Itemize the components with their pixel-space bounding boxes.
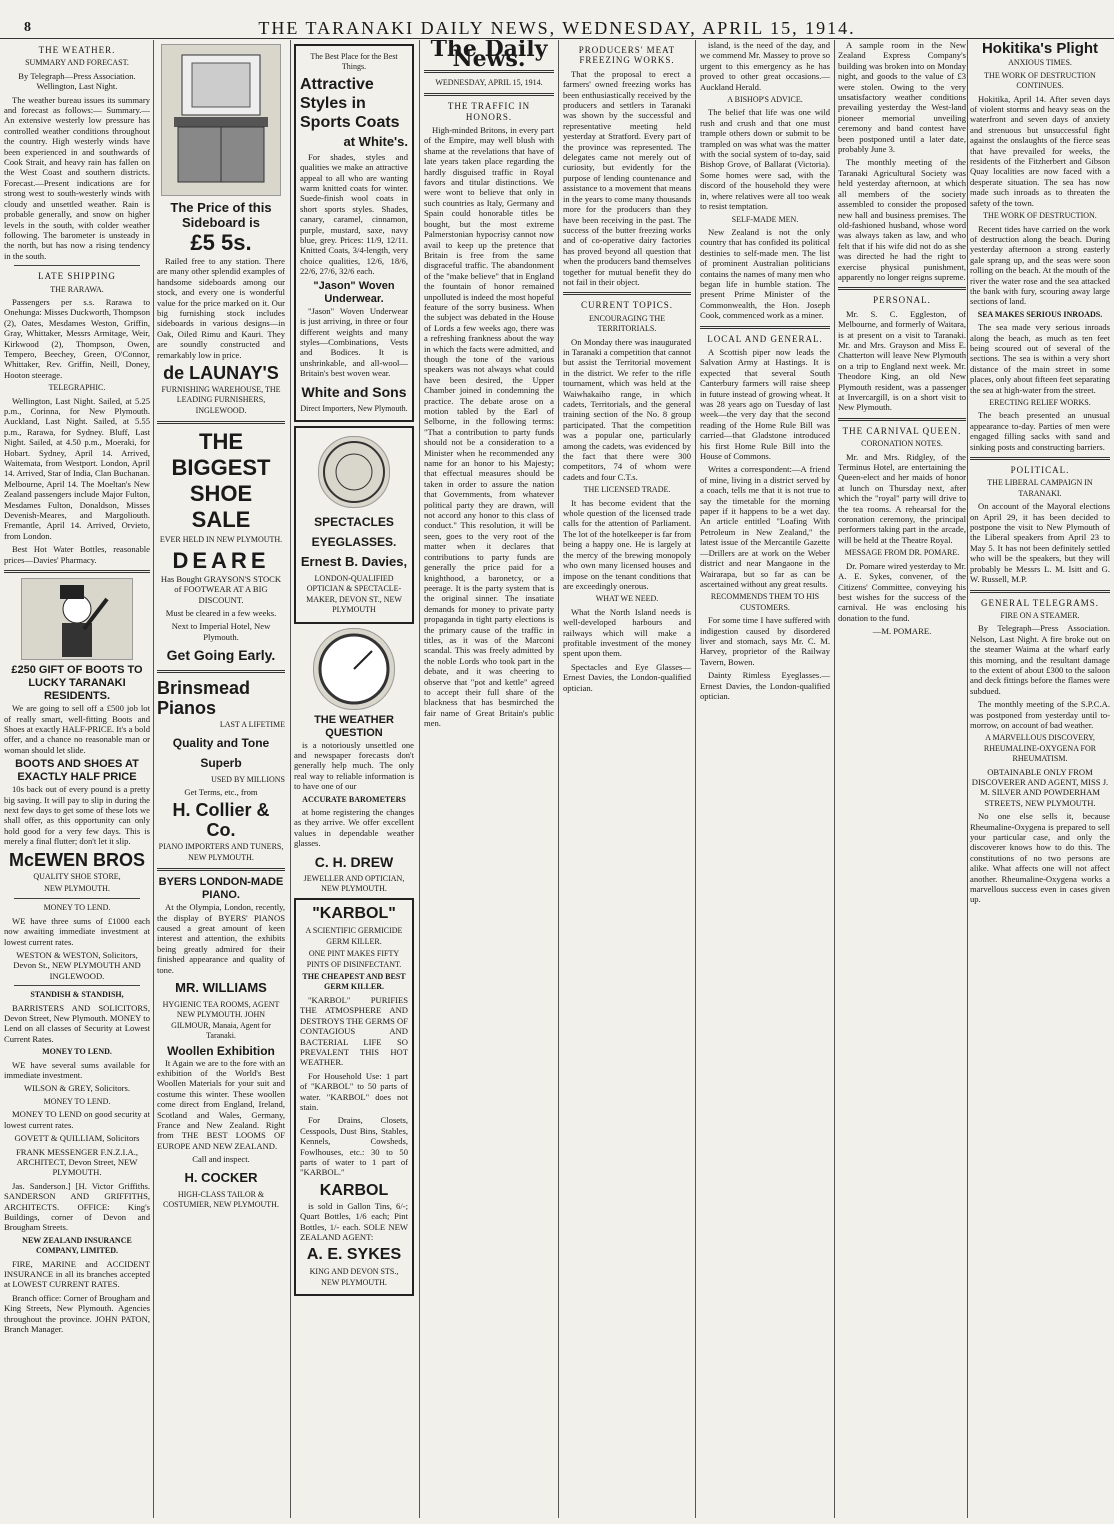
brinsmead-used: USED BY MILLIONS	[211, 774, 285, 784]
at-whites: at White's.	[343, 133, 408, 149]
divider	[14, 898, 140, 899]
weather-heading: THE WEATHER.	[38, 45, 116, 55]
brinsmead-brand: Brinsmead Pianos	[157, 678, 251, 719]
what-we-need-heading: WHAT WE NEED.	[595, 594, 659, 604]
collier-sub: PIANO IMPORTERS AND TUNERS, NEW PLYMOUTH.	[158, 842, 284, 862]
political-heading: POLITICAL.	[1010, 465, 1070, 476]
delaunay-sub: FURNISHING WAREHOUSE, THE LEADING FURNISHERS, INGLEWOOD.	[161, 385, 281, 415]
local-article-2: Writes a correspondent:—A friend of mine, living in a district served by a coach, tells me that it is not true to say the timetable for the morning paper if it happens to be a wet day. An article entitled "Loafing With Petroleum in New Zealand," the latest issue of the Mercantile Gazette—Drillers are at work on the Weber district and near Mangaone in the Wairarapa, but so far as can be ascertained without any great results.	[700, 464, 830, 589]
express-article: A sample room in the New Zealand Express Company's building was broken into on Monday night, and goods to the value of £3 were stolen. Owing to the very unsatisfactory weather conditions prevailing yesterday the West-land pioneer memorial unveiling ceremony and band contest have been postponed until a later date, probably June 3.	[838, 40, 966, 155]
licensed-heading: THE LICENSED TRADE.	[583, 485, 671, 495]
sideboard-icon	[162, 45, 280, 195]
whites-brand: White and Sons	[301, 383, 407, 400]
masthead	[0, 0, 1114, 39]
discovery-article: No one else sells it, because Rheumaline-Oxygena is prepared to sell your particular case, and only the discoverer knows how to do this. The constitutions of no two persons are alike. What affects one will not affect another. Rheumaline-Oxygena works a marvellous success even in cases given up.	[970, 811, 1110, 905]
inroads-article: The sea made very serious inroads along the beach, as much as ten feet being scoured out of several of the sections. The sea is within a very short distance of the main street in some places, only about fifteen feet separating the sea at high-water from the street.	[970, 322, 1110, 395]
barometers-heading: ACCURATE BAROMETERS	[302, 794, 406, 804]
column-rule	[967, 40, 968, 1518]
fire-heading: FIRE ON A STEAMER.	[1000, 610, 1080, 620]
gift-article: We are going to sell off a £500 job lot of really smart, well-fitting Boots and Shoes at exactly HALF-PRICE. It's a bold offer, and a chance no reasonable man or woman should let slide.	[4, 703, 150, 755]
licensed-article: It has become evident that the whole question of the licensed trade calls for the attention of Parliament. The lot of the hotelkeeper is far from being a happy one. He is largely at the mercy of the brewing monopoly who own many licensed houses and impose on the tenant conditions that are exceedingly onerous.	[563, 497, 691, 591]
mcewen-brand: McEWEN BROS	[8, 849, 145, 870]
money-heading: MONEY TO LEND.	[43, 903, 111, 913]
divider	[14, 985, 140, 986]
plight-subheading-2: THE WORK OF DESTRUCTION CONTINUES.	[984, 70, 1096, 91]
seal-illustration	[318, 436, 390, 508]
political-article: On account of the Mayoral elections on April 29, it has been decided to postpone the visit to New Plymouth of the Liberal speakers from April 23 to May 5. It has not been definitely settled who will be the speakers, but they will probably be Messrs L. M. Isitt and G. W. Russell, M.P.	[970, 501, 1110, 585]
cocker-brand: H. COCKER	[184, 1169, 258, 1185]
man-with-hat-icon	[22, 579, 132, 659]
shipping-heading: LATE SHIPPING	[38, 271, 116, 282]
money2-heading: MONEY TO LEND.	[42, 1047, 112, 1057]
column-3	[294, 40, 414, 1518]
optician-seal-icon	[319, 437, 389, 507]
selfmade-heading: SELF-MADE MEN.	[731, 214, 799, 224]
barometer-illustration	[313, 628, 395, 710]
carnival-article: Mr. and Mrs. Ridgley, of the Terminus Hotel, are entertaining the Queen-elect and her maids of honor at lunch on Thursday next, after which the "royal" party will drive to the tea rooms. A rehearsal for the coronation ceremony, the principal performers taking part in the arcade, will be held at the Theatre Royal.	[838, 451, 966, 545]
divider	[157, 868, 285, 871]
column-rule	[695, 40, 696, 1518]
delaunay-brand: de LAUNAY'S	[163, 363, 279, 384]
column-rule	[290, 40, 291, 1518]
spca-article: The monthly meeting of the S.P.C.A. was postponed from yesterday until to-morrow, on account of bad weather.	[970, 699, 1110, 730]
shoe-sale-shoe: SHOE	[189, 481, 253, 507]
meat-article: That the proposal to erect a farmers' owned freezing works has been enthusiastically received by the producers and settlers in Taranaki was shown by the successful and representative meeting held yesterday at Stratford. Every part of the province was represented. The delegates came not merely out of curiosity, but evidently for the purpose of lending countenance and assistance to a movement that means in the years to come many thousands more for the producers than they have been receiving in the past. The success of the butter freezing works and of co-operative dairy factories has proved beyond all question that when the producers band themselves together for mutual benefit they do not fail in their object.	[563, 68, 691, 287]
destruction-heading: THE WORK OF DESTRUCTION.	[983, 211, 1097, 221]
eyeglasses-heading: EYEGLASSES.	[311, 534, 397, 549]
column-rule	[834, 40, 835, 1518]
williams-brand: MR. WILLIAMS	[175, 980, 267, 995]
brinsmead-quality: Quality and Tone Superb	[172, 735, 270, 770]
gift-heading: £250 GIFT OF BOOTS TO LUCKY TARANAKI RESIDENTS.	[11, 664, 143, 703]
daily-news-masthead: The Daily News.	[430, 40, 548, 73]
weather-question-article: is a notoriously unsettled one and newspaper forecasts don't generally help much. The only real way to reliable information is to have one of our	[294, 739, 414, 792]
column-5	[563, 40, 691, 1518]
byers-article: At the Olympia, London, recently, the display of BYERS' PIANOS caused a great amount of keen interest and attention, the exhibits being greatly admired for their finished appearance and quality of tone.	[157, 902, 285, 975]
column-8	[970, 40, 1110, 1518]
deare-clear: Must be cleared in a few weeks.	[165, 607, 277, 618]
attractive-heading: Attractive Styles in Sports Coats	[300, 75, 400, 131]
price-heading: The Price of this Sideboard is	[170, 200, 272, 230]
selfmade-article: New Zealand is not the only country that has confided its political destinies to self-made men. The list of prominent Australian politicians contains the names of many men who began life in humble station. The present Prime Minister of the Commonwealth, the Hon. Joseph Cook, commenced work as a miner.	[700, 226, 830, 321]
drew-sub: JEWELLER AND OPTICIAN, NEW PLYMOUTH.	[303, 873, 405, 894]
shoe-sale-the: THE	[199, 429, 243, 455]
wilson-signoff: WILSON & GREY, Solicitors.	[23, 1083, 131, 1094]
discovery-agent: OBTAINABLE ONLY FROM DISCOVERER AND AGENT, MISS J. M. SILVER AND POWDERHAM STREETS, NEW PLYMOUTH.	[971, 766, 1109, 808]
hot-water-notice: Best Hot Water Bottles, reasonable prices—Davies' Pharmacy.	[4, 544, 150, 565]
local-heading: LOCAL AND GENERAL.	[707, 333, 823, 344]
traffic-heading: THE TRAFFIC IN HONORS.	[447, 101, 531, 122]
what-we-need-article: What the North Island needs is well-developed harbours and railways which will make a profitable investment of the money spent upon them.	[563, 606, 691, 659]
price-article: Railed free to any station. There are many other splendid examples of handsome sideboards among our stock, and every one is wonderful value for the price marked on it. Our big furnishing stock includes sideboards in various designs—in Oak, Oiled Rimu and Kauri. They are soundly constructed and remarkably low in price.	[157, 256, 285, 360]
weather-subheading: SUMMARY AND FORECAST.	[25, 58, 129, 68]
mcewen-sub: QUALITY SHOE STORE,	[33, 871, 121, 881]
traffic-article: High-minded Britons, in every part of the Empire, may well blush with shame at the revelations that have of late years taken place regarding the hardly disguised traffic in Royal favors and titular distinctions. We were wont to believe that only in such countries as Italy, Germany and Spain could honorable titles be bought, but the most extreme Palmerstonian hypocrisy cannot now avail to keep up the pretence that Britain is free from the same disgraceful traffic. The abandonment of the "make believe" that in England the fountain of honor remained unpolluted is indeed the most hopeful feature of the sorry business. When the subject was debated in the House of Lords a few weeks ago, there was a refreshing frankness about the way in which the facts were admitted, and though the tone of the various speakers was not always what could have been desired, the Upper Chamber joined in condemning the practice. The debate arose on a motion tabled by the Earl of Selborne, in the following terms: "That a contribution to party funds should not be a consideration to a Minister when he recommended any name for an honor to his Majesty; that effectual measures should be taken in order to assure the nation that Governments, from whatever political party they are drawn, will not accord any honor to this class of conduct." This resolution, it will be seen, goes to the very root of the matter when it declares that contributions to party funds are generally the price paid for a knighthood, a baronetcy, or a peerage. It is the party system that is the original sinner. The insatiate demands for money to private party propaganda in tight party elections is the primary cause of the traffic in titles, as it was of the Marconi scandal. This was freely admitted by the noble Lords who took part in the debate, and it was cheering to observe that "pot and kettle" agreed to accept their full share of the blackness that has besmirched the fair name of Great Britain's public men.	[424, 125, 554, 729]
plight-article: Hokitika, April 14. After seven days of violent storms and heavy seas on the waterfront and seven days of anxiety and strenuous but unsuccessful fight against the onslaughts of the fierce seas that have prevailed for weeks, the residents of the Fitzherbert and Gibson Quay localities are now faced with a desperate situation. The sea has now made such inroads as to threaten the safety of the town.	[970, 93, 1110, 208]
personal-article: Mr. S. C. Eggleston, of Melbourne, and formerly of Waitara, is at present on a visit to Taranaki. Mr. and Mrs. Grayson and Miss E. Chatterton will leave New Plymouth on a trip to England next week. Mr. Theodore King, an old New Plymouth resident, was a passenger at Invercargill, is on a short visit to New Plymouth.	[838, 308, 966, 413]
divider	[700, 326, 830, 329]
destruction-article: Recent tides have carried on the work of destruction along the beach. During yesterday afternoon a strong easterly gale sprang up, and the seas were soon rolling on the beach. At the mouth of the river the water rose and the sea attacked the bank with fury, scouring away large sections of land.	[970, 223, 1110, 307]
woollen-call: Call and inspect.	[192, 1154, 250, 1165]
woollen-article: It Again we are to the fore with an exhibition of the World's Best Woollen Materials for your suit and costume this winter. These woollen come direct from England, Ireland, Scotland and Wales, Germany, France and New Zealand. Right from THE BEST LOOMS OF EUROPE AND NEW ZEALAND.	[157, 1057, 285, 1151]
carnival-subheading: CORONATION NOTES.	[861, 439, 943, 449]
sykes-brand: A. E. SYKES	[306, 1246, 402, 1264]
karbol2-heading: KARBOL	[319, 1181, 389, 1199]
coats-article: For shades, styles and qualities we make an attractive appeal to all who are wanting warm knitted coats for winter. Suede-finish wool coats in short sports styles. Shades, canary, caramel, cinnamon, purple, mustard, saxe, navy blue, grey. Prices: 11/9, 12/11. Knitted Coats, 3/4-length, very choice qualities, 12/6, 18/6, 22/6, 27/6, 32/6 each.	[300, 151, 408, 277]
deare-location: Next to Imperial Hotel, New Plymouth.	[171, 621, 271, 642]
relief-article: The beach presented an unusual appearance to-day. Parties of men were engaged filling sacks with sand and sinking posts and constructing barriers.	[970, 410, 1110, 452]
column-4	[424, 40, 554, 1518]
govett-signoff: GOVETT & QUILLIAM, Solicitors	[14, 1133, 140, 1144]
money-article: WE have three sums of £1000 each now awaiting immediate investment at lowest current rates.	[4, 915, 150, 947]
column-1	[4, 40, 150, 1518]
divider	[970, 590, 1110, 593]
mcewen-town: NEW PLYMOUTH.	[44, 883, 110, 893]
money2-article: WE have several sums available for immediate investment.	[4, 1059, 150, 1081]
williams-sub: HYGIENIC TEA ROOMS, AGENT NEW PLYMOUTH. JOHN GILMOUR, Manaia, Agent for Taranaki.	[162, 1000, 280, 1041]
drew-brand: C. H. DREW	[314, 853, 394, 870]
weather-byline: By Telegraph—Press Association. Wellington, Last Night.	[18, 70, 136, 92]
sideboard-illustration	[161, 44, 281, 196]
whites-sub: Direct Importers, New Plymouth.	[300, 403, 408, 413]
barometers-article: at home registering the changes as they arrive. We offer excellent values in dependable weather glasses.	[294, 807, 414, 849]
message-sign: —M. POMARE.	[872, 626, 932, 637]
whites-ad	[294, 44, 414, 422]
collier-brand: H. Collier & Co.	[172, 800, 270, 841]
general-heading: GENERAL TELEGRAMS.	[981, 597, 1099, 608]
local-article: A Scottish piper now leads the Salvation Army at Hastings. It is expected that several South Canterbury farmers will raise sheep in future instead of growing wheat. It was 28 years ago on Tuesday of last week—the very day that the second reading of the Home Rule Bill was carried—that Gladstone introduced his first Home Rule Bill into the House of Commons.	[700, 346, 830, 462]
weston-signoff: WESTON & WESTON, Solicitors, Devon St., NEW PLYMOUTH AND INGLEWOOD.	[13, 950, 141, 981]
divider	[838, 418, 966, 421]
shoe-sale-sub: EVER HELD IN NEW PLYMOUTH.	[159, 535, 283, 545]
karbol-drains: For Drains, Closets, Cesspools, Dust Bins, Stables, Kennels, Cowsheds, Fowlhouses, etc.: 30 to 50 parts of water to 1 part of "KARBOL."	[300, 1115, 408, 1178]
karbol2-article: is sold in Gallon Tins, 6/-; Quart Bottles, 1/6 each; Pint Bottles, 1/- each. SOLE NEW ZEALAND AGENT:	[300, 1200, 408, 1242]
topics-heading: CURRENT TOPICS.	[580, 300, 674, 311]
bishop-article: The belief that life was one wild rush and crush and that one must trample others down or submit to be trampled on was what was the matter with the social system of to-day, said Bishop Grove, of Ballarat (Victoria). Some homes were sad, with the discord of the household they were in, where relatives were all too weak to resist temptation.	[700, 107, 830, 212]
weather-article: The weather bureau issues its summary and forecast as follows:— Summary.—An extensive westerly low pressure has controlled weather conditions throughout the country. High westerly winds have been experienced in and southwards of Cook Strait, and heavy rain has fallen on the West Coast and southern districts. Forecast.—Present indications are for strong west to south-westerly winds with cloudy and unsettled weather. Rain is probable generally, and snow on higher levels in the south, with colder weather following. The barometer is unsteady in the north, but has now a rising tendency in the south.	[4, 94, 150, 261]
barometer-icon	[314, 629, 394, 709]
plight-heading: Hokitika's Plight	[981, 40, 1099, 57]
page-number: 8	[24, 20, 31, 35]
bishop-heading: A BISHOP'S ADVICE.	[727, 95, 803, 105]
woollen-heading: Woollen Exhibition	[167, 1043, 275, 1058]
jason-heading: "Jason" Woven Underwear.	[313, 279, 395, 305]
sanderson-ad: Jas. Sanderson.] [H. Victor Griffiths. SANDERSON AND GRIFFITHS, ARCHITECTS. OFFICE: King's Buildings, corner of Devon and Brougham Streets.	[4, 1180, 150, 1233]
shoe-sale-biggest: BIGGEST	[171, 455, 271, 481]
price-value: £5 5s.	[190, 230, 252, 255]
karbol-ad	[294, 898, 414, 1296]
editorial-date: WEDNESDAY, APRIL 15, 1914.	[435, 77, 543, 87]
karbol-heading: "KARBOL"	[312, 905, 396, 923]
davies-sub: LONDON-QUALIFIED OPTICIAN & SPECTACLE-MAKER, DEVON ST., NEW PLYMOUTH	[306, 573, 402, 615]
divider	[424, 93, 554, 96]
money3-article: MONEY TO LEND on good security at lowest current rates.	[4, 1109, 150, 1130]
column-rule	[558, 40, 559, 1518]
telegraphic-heading: TELEGRAPHIC.	[48, 383, 106, 393]
davies-ad	[294, 426, 414, 624]
standish-article: BARRISTERS AND SOLICITORS, Devon Street, New Plymouth. MONEY to Lend on all classes of Security at Lowest Current Rates.	[4, 1002, 150, 1044]
insurance-article: FIRE, MARINE and ACCIDENT INSURANCE in all its branches accepted at LOWEST CURRENT RATES.	[4, 1258, 150, 1290]
political-subheading: THE LIBERAL CAMPAIGN IN TARANAKI.	[987, 478, 1093, 498]
rimless-footnote: Dainty Rimless Eyeglasses.—Ernest Davies, the London-qualified optician.	[700, 670, 830, 701]
boots-heading: BOOTS AND SHOES AT EXACTLY HALF PRICE	[15, 758, 139, 784]
karbol-household: For Household Use: 1 part of "KARBOL" to 50 parts of water. "KARBOL" does not stain.	[300, 1070, 408, 1112]
insurance-office: Branch office: Corner of Brougham and King Streets, New Plymouth. Agencies throughout the province. JOHN PATON, Branch Manager.	[4, 1292, 150, 1334]
column-2	[157, 40, 285, 1518]
territorials-article: On Monday there was inaugurated in Taranaki a competition that cannot but assist the Territorial movement in the district. We refer to the rifle tournament, which was held at the Waiwhakaiho range, in which cadets, Territorials, and the general training section of the No. 8 group participated. That the competition was a popular one, particularly among the cadets, was evidenced by the fact that there were 300 competitors, 74 of whom were cadets and four C.T.s.	[563, 336, 691, 482]
spectacles-footnote: Spectacles and Eye Glasses—Ernest Davies, the London-qualified optician.	[563, 661, 691, 693]
column-6	[700, 40, 830, 1518]
inroads-heading: SEA MAKES SERIOUS INROADS.	[977, 309, 1103, 319]
byers-heading: BYERS LONDON-MADE PIANO.	[158, 876, 284, 902]
brinsmead-terms: Get Terms, etc., from	[184, 786, 258, 797]
shipping-article: Passengers per s.s. Rarawa to Onehunga: Misses Duckworth, Thompson (2), Oates, Mesdames Weston, Griffin, Gray, Whittaker, Messrs Armitage, Weir, Kirkwood (2), Thompson, Owen, Tempero, Beechey, Green, O'Connor, Whittaker, Rev. Griffin, Neill, Doney, Hooton steerage.	[4, 296, 150, 380]
spectacles-heading: SPECTACLES	[314, 514, 394, 529]
message-article: Dr. Pomare wired yesterday to Mr. A. E. Sykes, convener, of the Citizens' Committee, conveying his best wishes for the success of the carnival. He was enclosing his donation to the fund.	[838, 560, 966, 623]
karbol-sub: A SCIENTIFIC GERMICIDE GERM KILLER.	[305, 926, 403, 946]
divider	[970, 457, 1110, 460]
column-rule	[419, 40, 420, 1518]
divider	[4, 570, 150, 573]
divider	[157, 421, 285, 424]
territorials-heading: ENCOURAGING THE TERRITORIALS.	[588, 313, 666, 334]
column-rule	[153, 40, 154, 1518]
meat-heading: PRODUCERS' MEAT FREEZING WORKS.	[578, 45, 676, 66]
cocker-sub: HIGH-CLASS TAILOR & COSTUMIER, NEW PLYMOUTH.	[163, 1189, 279, 1210]
divider	[14, 265, 140, 266]
carnival-heading: THE CARNIVAL QUEEN.	[842, 425, 962, 436]
shipping-subheading: THE RARAWA.	[50, 284, 104, 294]
deare-article: Has Bought GRAYSON'S STOCK of FOOTWEAR AT A BIG DISCOUNT.	[160, 573, 282, 605]
shoe-sale-sale: SALE	[191, 507, 251, 533]
karbol-pint: ONE PINT MAKES FIFTY PINTS OF DISINFECTANT.	[306, 949, 402, 969]
money3-heading: MONEY TO LEND.	[43, 1096, 111, 1106]
boots-article: 10s back out of every pound is a pretty big saving. It will pay to slip in during the next few days to get some of these lots we shall offer, as this opportunity can only hold good for a very few days. This is merely a final flutter; don't let it slip.	[4, 784, 150, 847]
discovery-heading: A MARVELLOUS DISCOVERY, RHEUMALINE-OXYGENA FOR RHEUMATISM.	[983, 733, 1097, 764]
standish-heading: STANDISH & STANDISH,	[30, 990, 124, 1000]
whites-top: The Best Place for the Best Things.	[310, 52, 398, 72]
personal-heading: PERSONAL.	[873, 295, 931, 306]
plight-subheading: ANXIOUS TIMES.	[1008, 58, 1072, 68]
top-article: island, is the need of the day, and we commend Mr. Massey to prove so urgent to this emergency as he has proved to other great occasions.—Auckland Herald.	[700, 40, 830, 92]
karbol-cheapest: THE CHEAPEST AND BEST GERM KILLER.	[302, 972, 406, 992]
karbol-article: "KARBOL" PURIFIES THE ATMOSPHERE AND DESTROYS THE GERMS OF CONTAGIOUS AND BACTERIAL LIFE SO PREVALENT THIS HOT WEATHER.	[300, 994, 408, 1068]
fire-article: By Telegraph—Press Association. Nelson, Last Night. A fire broke out on the steamer Waima at the wharf early this morning, and the resultant damage to the extent of about £300 to the saloon and deck fittings before the flames were subdued.	[970, 623, 1110, 696]
davies-brand: Ernest B. Davies,	[300, 553, 408, 569]
jason-article: "Jason" Woven Underwear is just arriving, in three or four different weights and many styles—Combinations, Vests and Bodices. It is unshrinkable, and all-wool—Britain's best woven wear.	[300, 305, 408, 379]
recommend-article: For some time I have suffered with indigestion caused by disordered liver and stomach, says Mr. C. M. Harvey, proprietor of the Railway Tavern, Bowen.	[700, 615, 830, 667]
divider	[563, 292, 691, 295]
message-heading: MESSAGE FROM DR. POMARE.	[844, 548, 960, 558]
get-going-slogan: Get Going Early.	[166, 647, 276, 664]
deare-brand: DEARE	[172, 547, 270, 573]
newspaper-title: THE TARANAKI DAILY NEWS, WEDNESDAY, APRIL 15, 1914.	[258, 18, 856, 38]
sykes-sub: KING AND DEVON STS., NEW PLYMOUTH.	[309, 1267, 399, 1287]
insurance-heading: NEW ZEALAND INSURANCE COMPANY, LIMITED.	[22, 1235, 132, 1256]
boot-man-illustration	[21, 578, 133, 660]
relief-heading: ERECTING RELIEF WORKS.	[989, 398, 1091, 407]
brinsmead-last: LAST A LIFETIME	[219, 720, 285, 730]
telegraphic-article: Wellington, Last Night. Sailed, at 5.25 p.m., Corinna, for New Plymouth. Auckland, Last Night. Sailed, at 5.55 p.m., Rarawa, for Sydney. Bluff, Last Night. Sailed, at 4.50 p.m., Moeraki, for Hobart. Sydney, April 14. Arrived, Waitemata, from Westport. London, April 14. Arrived, Star of India, Clan Buchanan. Melbourne, April 14. The Moeltan's New Zealand passengers include Major Fulton, Mesdames Fulton, Donaldson, Misses Devenish-Meares, and Margoliouth. Fremantle, April 14. Arrived, Orvieto, from London.	[4, 395, 150, 541]
recommend-heading: RECOMMENDS THEM TO HIS CUSTOMERS.	[710, 592, 820, 612]
messenger-ad: FRANK MESSENGER F.N.Z.I.A., ARCHITECT, Devon Street, NEW PLYMOUTH.	[15, 1146, 139, 1178]
divider	[838, 287, 966, 290]
divider	[157, 670, 285, 673]
weather-question-heading: THE WEATHER QUESTION	[314, 713, 394, 739]
express-article-2: The monthly meeting of the Taranaki Agricultural Society was held yesterday afternoon, at which all members of the society assembled to consider the proposed new hall and business premises. The old-fashioned husband, whose word was always taken as law, and who felt that if his wife did not do as she was directed he had the right to exercise physical punishment, apparently no longer reigns supreme.	[838, 157, 966, 282]
column-7	[838, 40, 966, 1518]
